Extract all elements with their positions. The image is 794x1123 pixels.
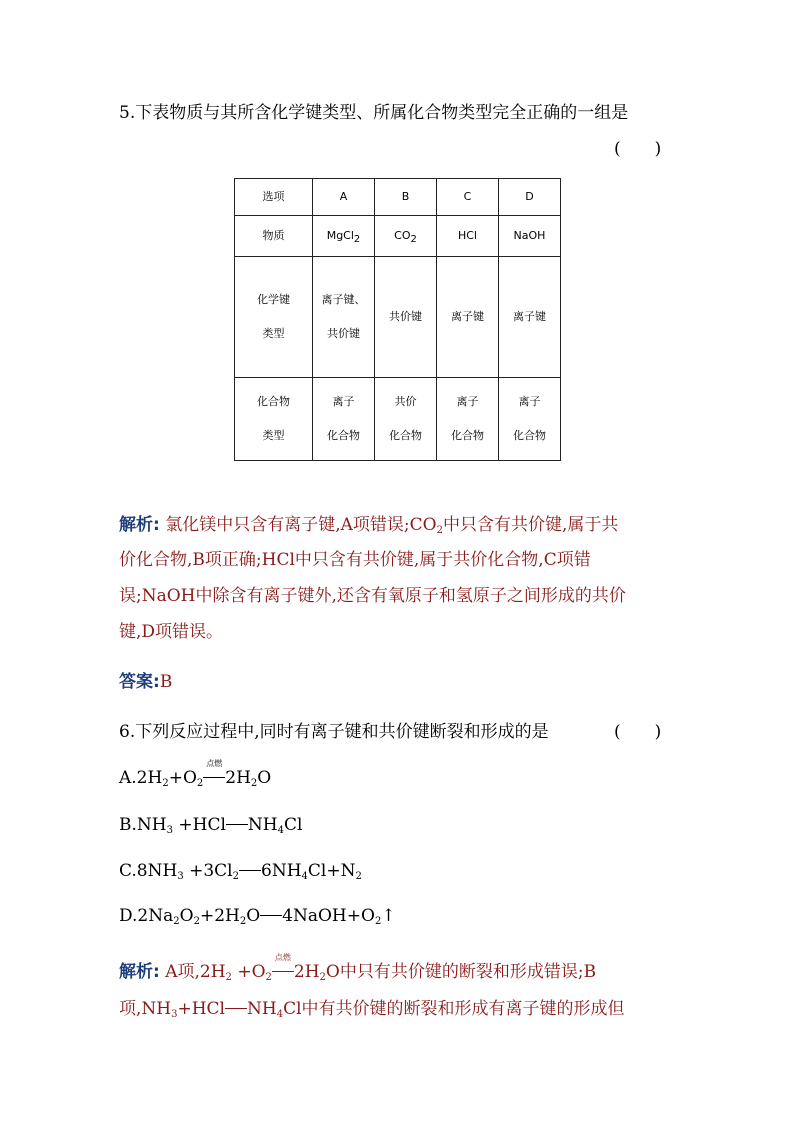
bond-type-c: 离子键 [437,257,499,378]
q5-table [234,178,561,461]
header-option: 选项 [235,179,313,216]
q5-stem: 5.下表物质与其所含化学键类型、所属化合物类型完全正确的一组是 [119,103,629,123]
compound-type-b: 共价 化合物 [375,378,437,461]
condition-label: 点燃 [206,759,223,768]
q5-answer [119,667,172,692]
compound-type-c: 离子 化合物 [437,378,499,461]
q6-stem: 6.下列反应过程中,同时有离子键和共价键断裂和形成的是 [119,722,549,742]
q6-option-d[interactable]: $D.2Na_2O_2+2H_2O$ $4NaOH+O_2↑$ [119,906,396,927]
bond-type-d: 离子键 [499,257,561,378]
answer-value: B [159,672,173,692]
q5-analysis-line-4: 键,D项错误。 [119,622,224,642]
q6-analysis-line-2: 项$,NH_3+HCl$ $NH_4Cl$中有共价键的断裂和形成有离子键的形成但 [119,999,625,1020]
q5-analysis-line-1: 解析: 氯化镁中只含有离子键,A项错误$;CO_2$中只含有共价键,属于共 [119,515,619,536]
q6-option-c[interactable]: $C.8NH_3 +3Cl_2$ $6NH_4Cl+N_2$ [119,861,362,882]
substance-a: MgCl$_2$ [313,216,375,257]
substance-d: NaOH [499,216,561,257]
header-c: C [437,179,499,216]
q5-analysis-line-3: 误;NaOH中除含有离子键外,还含有氧原子和氢原子之间形成的共价 [119,586,626,606]
compound-type-d: 离子 化合物 [499,378,561,461]
bond-type-a: 离子键、 共价键 [313,257,375,378]
analysis-label: 解析: [119,515,160,535]
analysis-label: 解析: [119,962,160,982]
q6-analysis-line-1: 解析: A项$,2H_2 +O_2$ 点燃 $2H_2O$中只有共价键的断裂和形成错误;B [119,953,597,983]
q6-option-b[interactable]: $B.NH_3 +HCl$ $NH_4Cl$ [119,815,303,836]
q6-answer-paren: ( ) [614,722,662,742]
header-b: B [375,179,437,216]
substance-label: 物质 [235,216,313,257]
compound-type-a: 离子 化合物 [313,378,375,461]
answer-label: 答案: [119,672,160,692]
substance-c: HCl [437,216,499,257]
q5-analysis-line-2: 价化合物,B项正确;HCl中只含有共价键,属于共价化合物,C项错 [119,550,591,570]
header-a: A [313,179,375,216]
header-d: D [499,179,561,216]
q5-answer-paren: ( ) [614,139,662,159]
compound-type-label: 化合物 类型 [235,378,313,461]
bond-type-b: 共价键 [375,257,437,378]
q6-option-a[interactable]: $A.2H_2+O_2$ 点燃 $2H_2O$ [119,759,272,789]
substance-b: $CO_2$ [375,216,437,257]
bond-type-label: 化学键 类型 [235,257,313,378]
